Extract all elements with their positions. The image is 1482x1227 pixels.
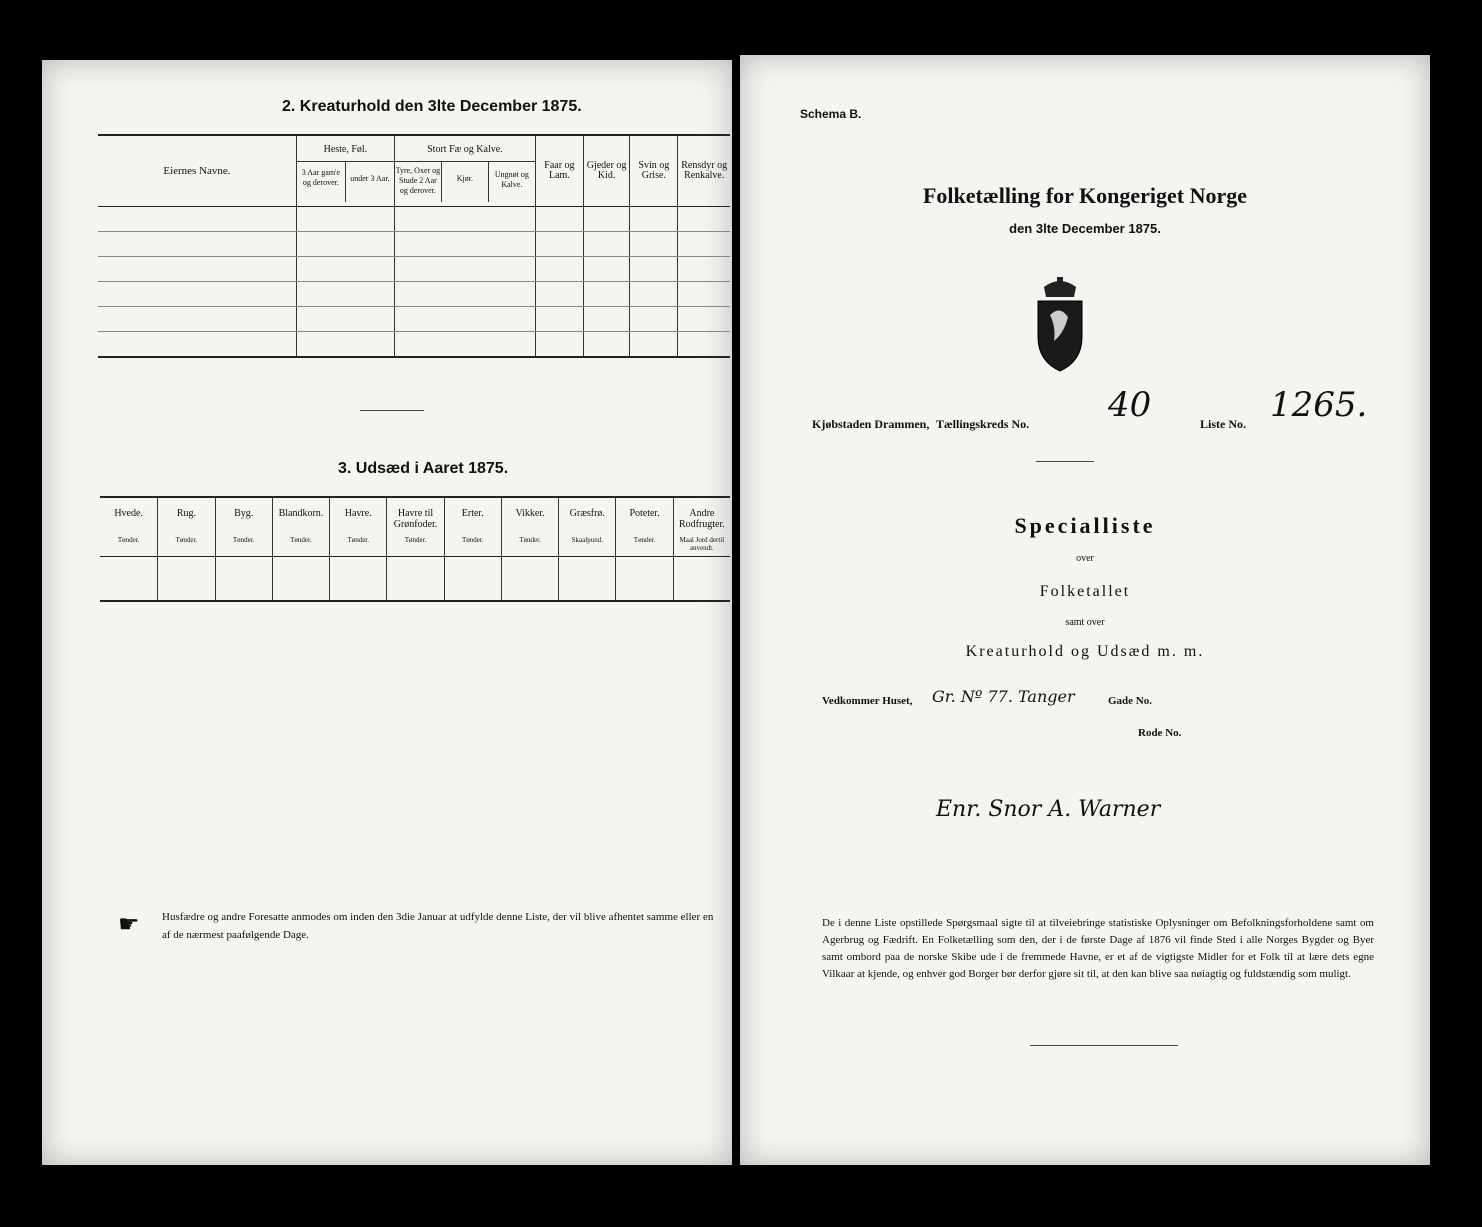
crops-bottom-rule — [100, 600, 730, 602]
crop-unit: Maal Jord dertil anvendt. — [674, 536, 730, 557]
crop-column — [157, 498, 214, 600]
crop-name: Byg. — [234, 508, 254, 519]
rode-label: Rode No. — [1138, 727, 1182, 739]
cattle-header — [394, 136, 535, 206]
crop-column — [558, 498, 615, 600]
separator — [1030, 1045, 1178, 1046]
sheep-header: Faar og Lam. — [535, 136, 583, 206]
table-row — [98, 331, 730, 356]
folketallet-label: Folketallet — [1039, 583, 1131, 600]
crop-name: Poteter. — [629, 508, 660, 519]
crop-name: Blandkorn. — [278, 508, 324, 519]
horse-sub1: 3 Aar gam'e og derover. — [297, 162, 346, 202]
house-value: Gr. Nº 77. Tanger — [932, 687, 1075, 706]
crop-column — [100, 498, 157, 600]
separator — [360, 410, 424, 411]
right-page — [740, 55, 1430, 1165]
crop-unit: Tønder. — [273, 536, 329, 557]
district-label: Tællingskreds No. — [936, 417, 1030, 431]
table-bottom-rule — [98, 356, 730, 358]
crop-column — [615, 498, 672, 600]
livestock-table — [98, 136, 730, 357]
reindeer-header: Rensdyr og Renkalve. — [678, 136, 730, 206]
table-row — [98, 256, 730, 281]
crop-column — [444, 498, 501, 600]
signature: Enr. Snor A. Warner — [936, 797, 1161, 822]
crop-name: Erter. — [461, 508, 484, 519]
crop-column — [386, 498, 443, 600]
crop-column — [501, 498, 558, 600]
crop-unit: Tønder. — [216, 536, 272, 557]
cattle-group-label: Stort Fæ og Kalve. — [395, 139, 535, 162]
crop-name: Havre til Grønfoder. — [393, 508, 438, 530]
cattle-sub3: Ungnøt og Kalve. — [494, 170, 529, 190]
horses-group-label: Heste, Føl. — [297, 139, 394, 162]
pigs-header: Svin og Grise. — [630, 136, 678, 206]
cattle-sub1: Tyre, Oxer og Stude 2 Aar og derover. — [395, 162, 442, 202]
goats-header: Gjeder og Kid. — [583, 136, 629, 206]
section2-title: 2. Kreaturhold den 3lte December 1875. — [282, 98, 582, 115]
crop-unit: Tønder. — [616, 536, 672, 557]
horses-header — [296, 136, 394, 206]
district-value: 40 — [1108, 385, 1152, 425]
list-value: 1265. — [1270, 385, 1368, 425]
crop-name: Andre Rodfrugter. — [678, 508, 725, 530]
specialliste-heading: Specialliste — [1014, 513, 1156, 538]
table-row — [98, 306, 730, 331]
gade-label: Gade No. — [1108, 695, 1152, 707]
table-row — [98, 281, 730, 306]
table-row — [98, 231, 730, 256]
crops-table — [100, 498, 730, 600]
crop-unit: Tønder. — [445, 536, 501, 557]
samt-over-label: samt over — [1065, 617, 1105, 628]
crop-column — [673, 498, 730, 600]
table-row — [98, 206, 730, 231]
separator — [1036, 461, 1094, 462]
crop-column — [272, 498, 329, 600]
owner-col-header: Eiernes Navne. — [98, 136, 296, 206]
crop-unit: Tønder. — [387, 536, 443, 557]
town-label: Kjøbstaden Drammen, — [812, 417, 930, 431]
notice-text: Husfædre og andre Foresatte anmodes om inden den 3die Januar at udfylde denne Liste, der vil blive afhentet samme eller en af de nærmest paafølgende Dage. — [162, 911, 714, 941]
crop-name: Græsfrø. — [569, 508, 605, 519]
crop-name: Havre. — [344, 508, 372, 519]
crop-unit: Tønder. — [158, 536, 214, 557]
crop-name: Rug. — [176, 508, 196, 519]
section3-title: 3. Udsæd i Aaret 1875. — [338, 460, 509, 477]
crop-unit: Tønder. — [100, 536, 157, 557]
cattle-sub2: Kjør. — [442, 162, 489, 202]
crop-name: Hvede. — [114, 508, 143, 519]
horse-sub2: under 3 Aar. — [350, 174, 390, 184]
left-page — [42, 60, 732, 1165]
crop-column — [215, 498, 272, 600]
house-label: Vedkommer Huset, — [822, 695, 913, 707]
schema-label: Schema B. — [800, 107, 862, 121]
over-label: over — [1076, 553, 1094, 564]
pointing-hand-icon: ☛ — [118, 912, 140, 938]
coat-of-arms-icon — [1030, 275, 1090, 375]
crop-name: Vikker. — [515, 508, 545, 519]
crop-unit: Skaalpund. — [559, 536, 615, 557]
instructions-text: De i denne Liste opstillede Spørgsmaal sigte til at tilveiebringe statistiske Oplysninger om Befolkningsforholdene samt om Agerbrug og Fædrift. En Folketælling som den, der i de første Dage af 1876 vil finde Sted i alle Norges Bygder og Byer samt ombord paa de norske Skibe ude i de fremmede Havne, er et af de vigtigste Midler for et Folk til at lære dets egne Vilkaar at kjende, og enhver god Borger bør derfor gjøre sit til, at den kan blive saa nøiagtig og fuldstændig som muligt. — [822, 917, 1374, 980]
crop-unit: Tønder. — [502, 536, 558, 557]
list-label: Liste No. — [1200, 417, 1246, 431]
kreaturhold-label: Kreaturhold og Udsæd m. m. — [965, 643, 1205, 660]
census-date: den 3lte December 1875. — [1009, 221, 1161, 236]
page-title: Folketælling for Kongeriget Norge — [922, 183, 1248, 208]
crop-column — [329, 498, 386, 600]
crop-unit: Tønder. — [330, 536, 386, 557]
